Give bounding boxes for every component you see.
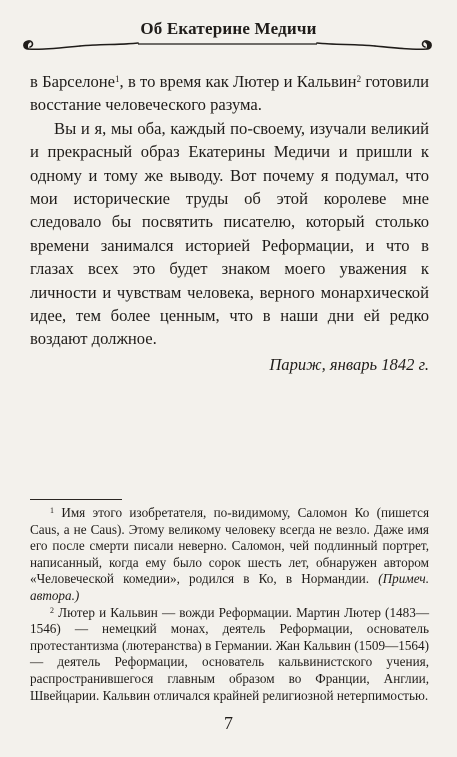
para1-end: готовили восстание человеческого разума. [30,72,429,115]
footnote-1-mark: 1 [50,506,54,515]
footnote-ref-2: 2 [356,74,362,84]
body-text [30,70,429,376]
footnote-ref-1: 1 [115,74,120,84]
footnote-2-text: Лютер и Кальвин — вожди Реформации. Мартин Лютер (1483—1546) — немецкий монах, деятель Реформации, основатель протестантизма (лютеранства) в Германии. Жан Кальвин (1509—1564) — деятель Реформации, основатель кальвинистского учения, распространившегося главным образом во Франции, Англии, Швейцарии. Кальвин отличался крайней религиозной нетерпимостью. [30,604,430,703]
footnote-1-text: Имя этого изобретателя, по-видимому, Саломон Ко (пишется Саus, а не Caus). Этому великому человеку всегда не везло. Даже имя его после смерти писали неверно. Саломон, чей подлинный портрет, написанный, когда ему было сорок шесть лет, обнаружен автором «Человеческой комедии», родился в Ко, в Нормандии. [30,505,430,587]
footnote-rule [30,499,122,500]
footnote-1-note: (Примеч. автора.) [30,571,429,603]
footnote-2-mark: 2 [50,605,54,615]
page-number: 7 [224,713,233,733]
paragraph-2: Вы и я, мы оба, каждый по-своему, изучали великий и прекрасный образ Екатерины Медичи и пришли к одному и тому же выводу. Вот почему я подумал, что мои исторические труды об этой королеве мне следовало бы посвятить писателю, который столько времени занимался историей Реформации, и что в глазах всех это будет знаком моего уважения к личности и чувствам человека, верного монархической идее, тем более ценным, что в наши дни ей редко воздают должное. [30,118,429,349]
header-ornament [20,28,435,56]
signature: Париж, январь 1842 г. [269,354,429,374]
footnotes [30,505,429,704]
para1-start: в Барселоне [30,72,116,91]
footnote-2 [30,605,429,705]
footnote-1 [30,505,429,605]
paragraph-1 [30,70,429,117]
running-title: Об Екатерине Медичи [140,19,317,38]
para1-middle: , в то время как Лютер и Кальвин [119,72,357,91]
